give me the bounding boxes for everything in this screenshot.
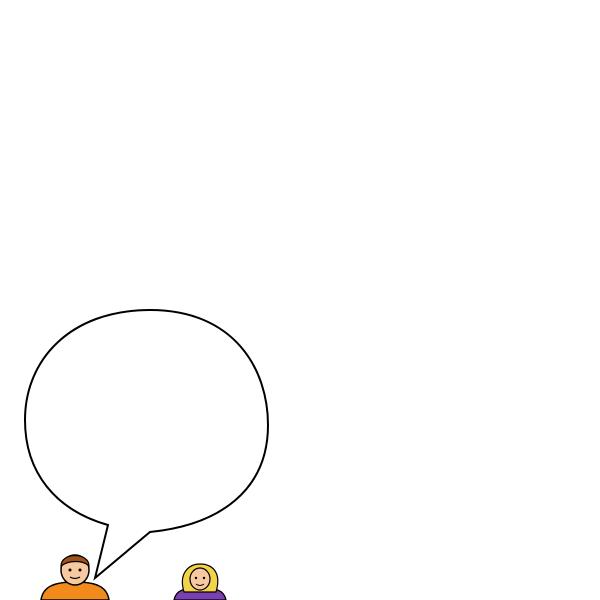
boy-illustration — [35, 548, 115, 600]
card-bottom — [0, 300, 600, 600]
girl-illustration — [170, 562, 230, 600]
